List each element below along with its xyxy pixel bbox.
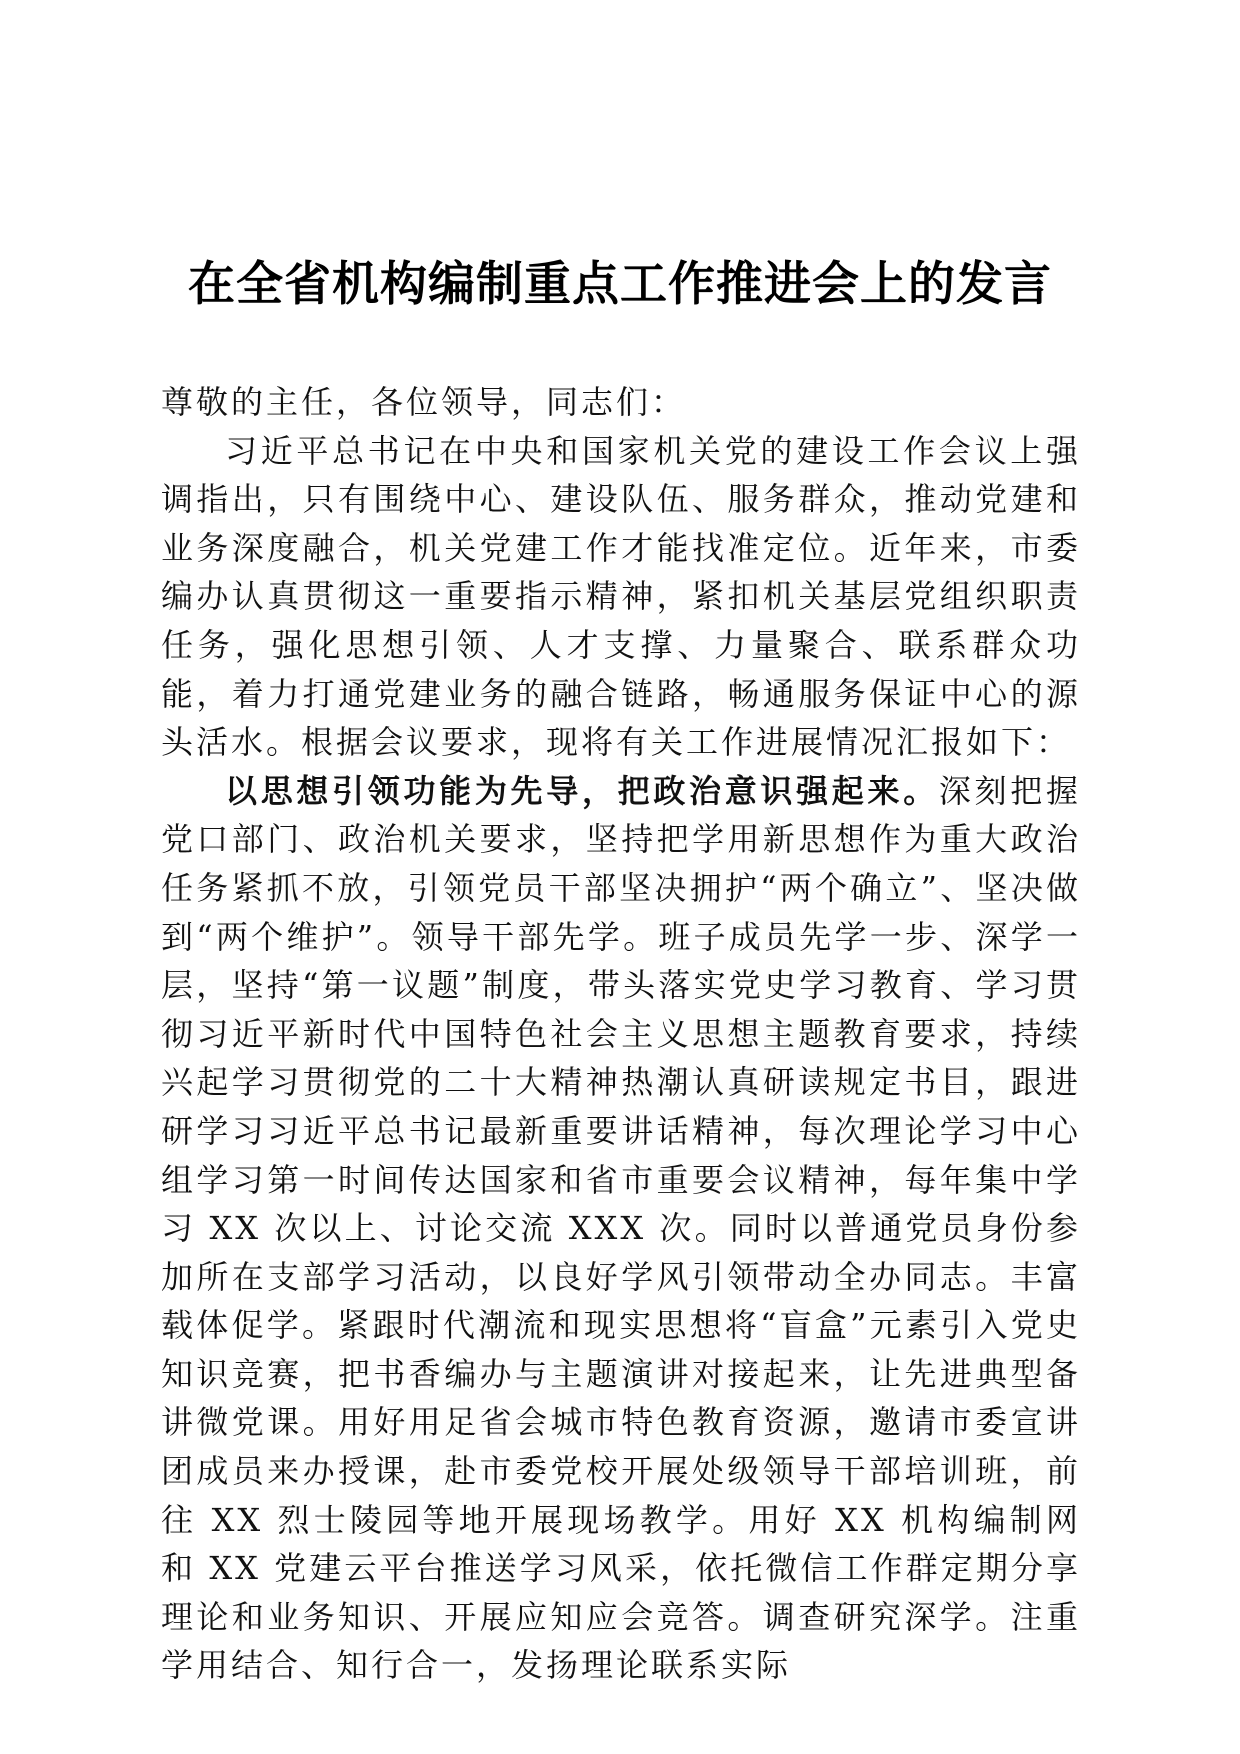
section-heading: 以思想引领功能为先导，把政治意识强起来。 bbox=[225, 771, 939, 810]
document-title: 在全省机构编制重点工作推进会上的发言 bbox=[188, 257, 1052, 312]
paragraph-section-1 bbox=[161, 767, 1081, 1690]
paragraph-intro: 习近平总书记在中央和国家机关党的建设工作会议上强调指出，只有围绕中心、建设队伍、服务群众，推动党建和业务深度融合，机关党建工作才能找准定位。近年来，市委编办认真贯彻这一重要指示精神，紧扣机关基层党组织职责任务，强化思想引领、人才支撑、力量聚合、联系群众功能，着力打通党建业务的融合链路，畅通服务保证中心的源头活水。根据会议要求，现将有关工作进展情况汇报如下： bbox=[161, 431, 1081, 762]
section-body: 深刻把握党口部门、政治机关要求，坚持把学用新思想作为重大政治任务紧抓不放，引领党员干部坚决拥护“两个确立”、坚决做到“两个维护”。领导干部先学。班子成员先学一步、深学一层，坚持“第一议题”制度，带头落实党史学习教育、学习贯彻习近平新时代中国特色社会主义思想主题教育要求，持续兴起学习贯彻党的二十大精神热潮认真研读规定书目，跟进研学习习近平总书记最新重要讲话精神，每次理论学习中心组学习第一时间传达国家和省市重要会议精神，每年集中学习 XX 次以上、讨论交流 XXX 次。同时以普通党员身份参加所在支部学习活动，以良好学风引领带动全办同志。丰富载体促学。紧跟时代潮流和现实思想将“盲盒”元素引入党史知识竞赛，把书香编办与主题演讲对接起来，让先进典型备讲微党课。用好用足省会城市特色教育资源，邀请市委宣讲团成员来办授课，赴市委党校开展处级领导干部培训班，前往 XX 烈士陵园等地开展现场教学。用好 XX 机构编制网和 XX 党建云平台推送学习风采，依托微信工作群定期分享理论和业务知识、开展应知应会竞答。调查研究深学。注重学用结合、知行合一，发扬理论联系实际 bbox=[161, 771, 1081, 1685]
document-body bbox=[161, 378, 1081, 1690]
salutation: 尊敬的主任，各位领导，同志们： bbox=[161, 383, 687, 421]
